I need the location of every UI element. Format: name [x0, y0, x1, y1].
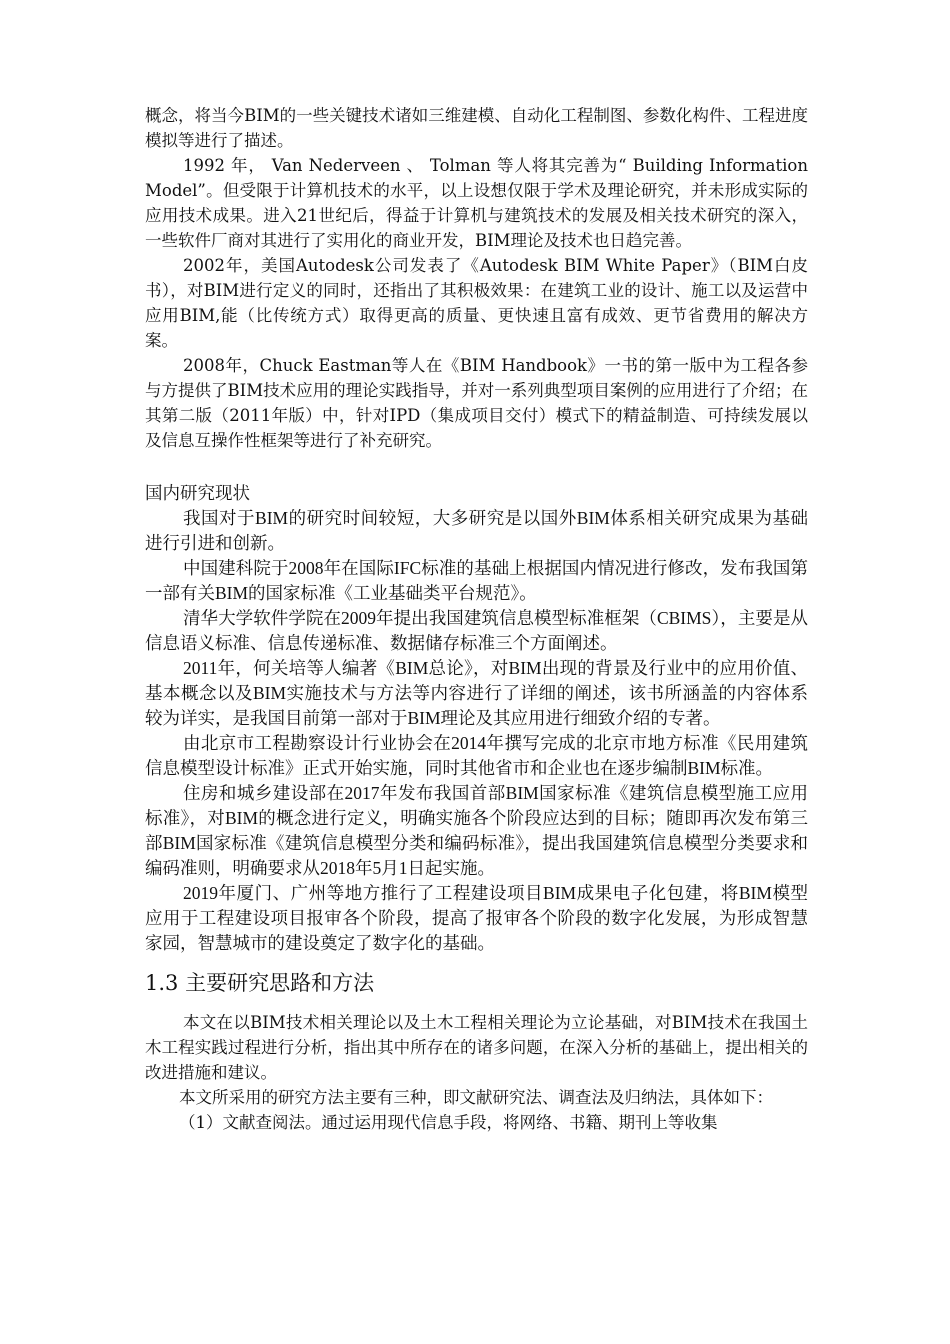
section-paragraph-literature: （1）文献查阅法。通过运用现代信息手段，将网络、书籍、期刊上等收集 — [179, 1113, 718, 1132]
intl-paragraph-2008: 2008年，Chuck Eastman等人在《BIM Handbook》一书的第一版中为工程各参与方提供了BIM技术应用的理论实践指导，并对一系列典型项目案例的应用进行了介绍；在其第二版（2011年版）中，针对IPD（集成项目交付）模式下的精益制造、可持续发展以及信息互操作性框架等进行了补充研究。 — [145, 356, 808, 450]
domestic-paragraph-2014: 由北京市工程勘察设计行业协会在2014年撰写完成的北京市地方标准《民用建筑信息模型设计标准》正式开始实施，同时其他省市和企业也在逐步编制BIM标准。 — [145, 733, 808, 778]
domestic-paragraph-2019: 2019年厦门、广州等地方推行了工程建设项目BIM成果电子化包建，将BIM模型应用于工程建设项目报审各个阶段，提高了报审各个阶段的数字化发展，为形成智慧家园，智慧城市的建设奠定了数字化的基础。 — [145, 883, 808, 953]
domestic-paragraph-2008: 中国建科院于2008年在国际IFC标准的基础上根据国内情况进行修改，发布我国第一部有关BIM的国家标准《工业基础类平台规范》。 — [145, 558, 808, 603]
domestic-paragraph-2017: 住房和城乡建设部在2017年发布我国首部BIM国家标准《建筑信息模型施工应用标准》，对BIM的概念进行定义，明确实施各个阶段应达到的目标；随即再次发布第三部BIM国家标准《建筑信息模型分类和编码标准》，提出我国建筑信息模型分类要求和编码准则，明确要求从2018年5月1日起实施。 — [145, 783, 808, 878]
section-paragraph-methods: 本文所采用的研究方法主要有三种，即文献研究法、调查法及归纳法，具体如下： — [179, 1088, 773, 1107]
domestic-paragraph-2011: 2011年，何关培等人编著《BIM总论》，对BIM出现的背景及行业中的应用价值、基本概念以及BIM实施技术与方法等内容进行了详细的阐述，该书所涵盖的内容体系较为详实，是我国目前第一部对于BIM理论及其应用进行细致介绍的专著。 — [145, 658, 808, 728]
domestic-paragraph-2009: 清华大学软件学院在2009年提出我国建筑信息模型标准框架（CBIMS），主要是从信息语义标准、信息传递标准、数据储存标准三个方面阐述。 — [145, 608, 808, 653]
page-body — [145, 103, 808, 1135]
domestic-status-heading: 国内研究现状 — [145, 483, 250, 503]
paragraph-gap — [145, 453, 808, 481]
intl-paragraph-2002: 2002年，美国Autodesk公司发表了《Autodesk BIM White Paper》（BIM白皮书），对BIM进行定义的同时，还指出了其积极效果：在建筑工业的设计、施工以及运营中应用BIM,能（比传统方式）取得更高的质量、更快速且富有成效、更节省费用的解决方案。 — [145, 256, 808, 350]
intl-paragraph-1992: 1992 年， Van Nederveen 、 Tolman 等人将其完善为“ Building Information Model”。但受限于计算机技术的水平，以上设想仅限于学术及理论研究，并未形成实际的应用技术成果。进入21世纪后，得益于计算机与建筑技术的发展及相关技术研究的深入，一些软件厂商对其进行了实用化的商业开发，BIM理论及技术也日趋完善。 — [145, 156, 808, 250]
intl-paragraph-concept: 概念，将当今BIM的一些关键技术诸如三维建模、自动化工程制图、参数化构件、工程进度模拟等进行了描述。 — [145, 106, 808, 150]
section-paragraph-basis: 本文在以BIM技术相关理论以及土木工程相关理论为立论基础，对BIM技术在我国土木工程实践过程进行分析，指出其中所存在的诸多问题，在深入分析的基础上，提出相关的改进措施和建议。 — [145, 1013, 808, 1082]
section-heading: 1.3 主要研究思路和方法 — [145, 971, 375, 995]
domestic-paragraph-intro: 我国对于BIM的研究时间较短，大多研究是以国外BIM体系相关研究成果为基础进行引进和创新。 — [145, 508, 808, 553]
